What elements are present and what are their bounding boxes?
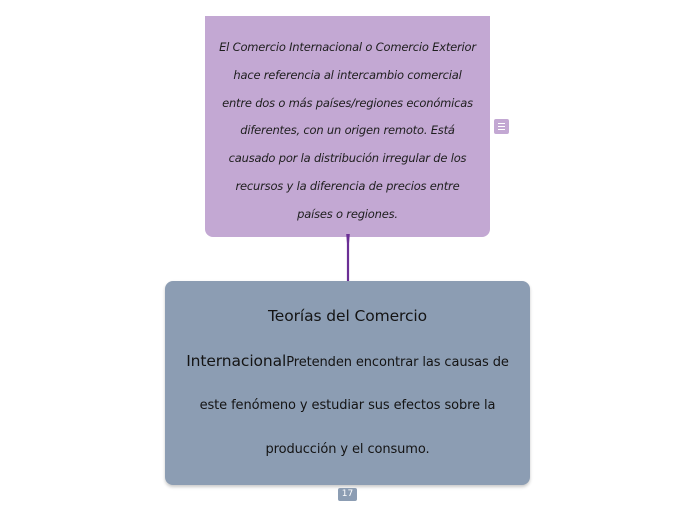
topic-node-body: Pretenden encontrar las causas de este fenómeno y estudiar sus efectos sobre la producción y el consumo. bbox=[199, 354, 509, 457]
notes-icon[interactable] bbox=[494, 119, 509, 134]
topic-node-text: El Comercio Internacional o Comercio Exterior hace referencia al intercambio comercial entre dos o más países/regiones económicas diferentes, con un origen remoto. Está causado por la distribución irregular de los recursos y la diferencia de precios entre países o regiones. bbox=[219, 40, 476, 221]
node-connector bbox=[343, 234, 353, 284]
connector-taper bbox=[346, 234, 350, 248]
topic-node-comercio-internacional[interactable] bbox=[205, 16, 490, 237]
topic-node-teorias[interactable] bbox=[165, 281, 530, 485]
subtopic-count-badge[interactable]: 17 bbox=[338, 488, 357, 501]
topic-node-title: Teorías del Comercio Internacional bbox=[186, 307, 427, 370]
